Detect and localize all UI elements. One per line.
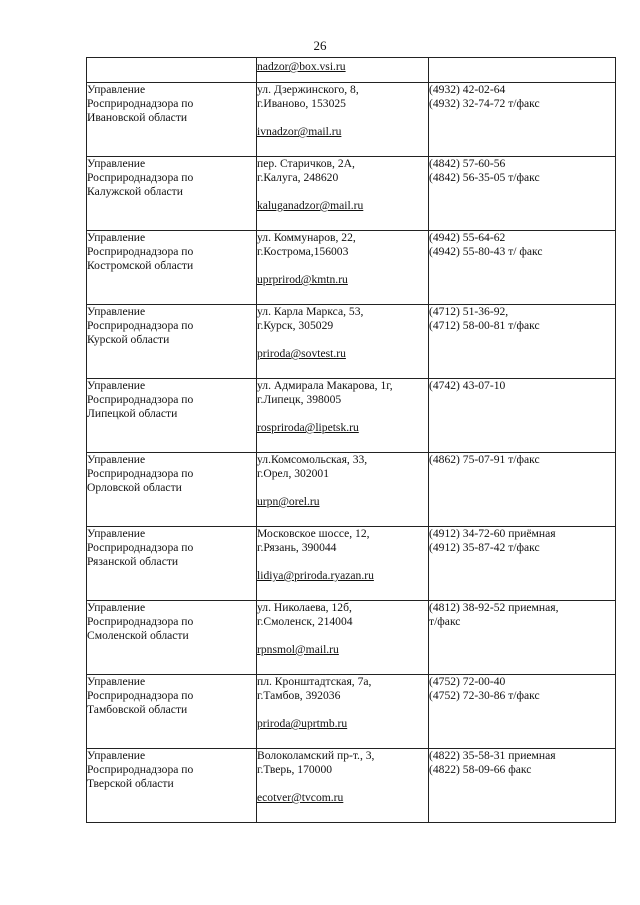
email-link[interactable]: priroda@uprtmb.ru <box>257 717 348 730</box>
org-name-line: Управление <box>87 157 146 170</box>
phone-line: (4862) 75-07-91 т/факс <box>429 453 540 466</box>
phone-line: (4842) 57-60-56 <box>429 157 506 170</box>
address-cell <box>257 83 429 157</box>
phone-line: (4822) 35-58-31 приемная <box>429 749 556 762</box>
phone-line: (4822) 58-09-66 факс <box>429 763 532 776</box>
address-line: пл. Кронштадтская, 7а, <box>257 675 372 688</box>
phone-line: (4932) 42-02-64 <box>429 83 506 96</box>
phone-line: (4842) 56-35-05 т/факс <box>429 171 540 184</box>
phone-cell <box>429 305 616 379</box>
address-line: ул. Адмирала Макарова, 1г, <box>257 379 393 392</box>
address-line: пер. Старичков, 2А, <box>257 157 355 170</box>
address-cell <box>257 749 429 823</box>
phone-line: (4712) 51-36-92, <box>429 305 509 318</box>
org-cell <box>87 675 257 749</box>
address-line: г.Орел, 302001 <box>257 467 330 480</box>
table-row <box>87 231 616 305</box>
org-cell <box>87 305 257 379</box>
table-row <box>87 453 616 527</box>
org-name-line: Росприроднадзора по <box>87 763 194 776</box>
org-name-line: Росприроднадзора по <box>87 171 194 184</box>
org-cell <box>87 157 257 231</box>
email-link[interactable]: priroda@sovtest.ru <box>257 347 346 360</box>
phone-cell <box>429 231 616 305</box>
email-link[interactable]: kaluganadzor@mail.ru <box>257 199 364 212</box>
address-line: Волоколамский пр-т., 3, <box>257 749 375 762</box>
org-name-line: Тамбовской области <box>87 703 188 716</box>
phone-cell <box>429 749 616 823</box>
contacts-table <box>86 57 616 823</box>
org-cell <box>87 231 257 305</box>
address-line: ул. Николаева, 12б, <box>257 601 352 614</box>
org-name-line: Смоленской области <box>87 629 189 642</box>
address-cell <box>257 58 429 83</box>
org-name-line: Росприроднадзора по <box>87 393 194 406</box>
address-line: ул.Комсомольская, 33, <box>257 453 368 466</box>
phone-line: (4912) 34-72-60 приёмная <box>429 527 556 540</box>
email-link[interactable]: urpn@orel.ru <box>257 495 320 508</box>
org-name-line: Управление <box>87 83 146 96</box>
phone-line: т/факс <box>429 615 461 628</box>
email-link[interactable]: ivnadzor@mail.ru <box>257 125 342 138</box>
address-cell <box>257 675 429 749</box>
table-row <box>87 157 616 231</box>
address-line: г.Липецк, 398005 <box>257 393 342 406</box>
address-line: г.Курск, 305029 <box>257 319 334 332</box>
table-row <box>87 601 616 675</box>
address-line: г.Кострома,156003 <box>257 245 349 258</box>
org-name-line: Костромской области <box>87 259 194 272</box>
email-link[interactable]: lidiya@priroda.ryazan.ru <box>257 569 374 582</box>
address-line: г.Иваново, 153025 <box>257 97 346 110</box>
phone-cell <box>429 453 616 527</box>
phone-line: (4942) 55-64-62 <box>429 231 506 244</box>
phone-line: (4932) 32-74-72 т/факс <box>429 97 540 110</box>
org-name-line: Управление <box>87 379 146 392</box>
org-name-line: Липецкой области <box>87 407 178 420</box>
table-row <box>87 305 616 379</box>
phone-line: (4812) 38-92-52 приемная, <box>429 601 559 614</box>
email-link[interactable]: nadzor@box.vsi.ru <box>257 60 346 73</box>
org-name-line: Орловской области <box>87 481 182 494</box>
address-line: г.Тамбов, 392036 <box>257 689 341 702</box>
phone-cell <box>429 83 616 157</box>
org-name-line: Калужской области <box>87 185 183 198</box>
table-row <box>87 749 616 823</box>
address-cell <box>257 157 429 231</box>
org-name-line: Росприроднадзора по <box>87 689 194 702</box>
org-cell <box>87 749 257 823</box>
org-name-line: Росприроднадзора по <box>87 467 194 480</box>
phone-cell <box>429 157 616 231</box>
org-name-line: Ивановской области <box>87 111 188 124</box>
org-name-line: Управление <box>87 749 146 762</box>
address-cell <box>257 379 429 453</box>
org-cell <box>87 527 257 601</box>
phone-line: (4752) 72-30-86 т/факс <box>429 689 540 702</box>
address-cell <box>257 453 429 527</box>
address-line: г.Тверь, 170000 <box>257 763 333 776</box>
phone-cell <box>429 58 616 83</box>
phone-cell <box>429 675 616 749</box>
table-row <box>87 58 616 83</box>
address-line: ул. Дзержинского, 8, <box>257 83 359 96</box>
phone-line: (4912) 35-87-42 т/факс <box>429 541 540 554</box>
org-name-line: Росприроднадзора по <box>87 541 194 554</box>
table-row <box>87 379 616 453</box>
email-link[interactable]: uprprirod@kmtn.ru <box>257 273 348 286</box>
phone-line: (4712) 58-00-81 т/факс <box>429 319 540 332</box>
address-cell <box>257 527 429 601</box>
org-name-line: Тверской области <box>87 777 174 790</box>
table-row <box>87 83 616 157</box>
org-name-line: Управление <box>87 231 146 244</box>
phone-line: (4742) 43-07-10 <box>429 379 506 392</box>
phone-cell <box>429 527 616 601</box>
org-name-line: Росприроднадзора по <box>87 319 194 332</box>
org-cell <box>87 58 257 83</box>
address-cell <box>257 231 429 305</box>
table-row <box>87 527 616 601</box>
org-name-line: Росприроднадзора по <box>87 245 194 258</box>
org-cell <box>87 83 257 157</box>
org-name-line: Управление <box>87 453 146 466</box>
email-link[interactable]: rpnsmol@mail.ru <box>257 643 339 656</box>
address-line: г.Смоленск, 214004 <box>257 615 353 628</box>
page-number: 26 <box>313 38 327 53</box>
org-name-line: Управление <box>87 601 146 614</box>
org-cell <box>87 379 257 453</box>
org-name-line: Управление <box>87 305 146 318</box>
org-name-line: Управление <box>87 527 146 540</box>
email-link[interactable]: ecotver@tvcom.ru <box>257 791 344 804</box>
email-link[interactable]: rospriroda@lipetsk.ru <box>257 421 359 434</box>
address-line: ул. Коммунаров, 22, <box>257 231 356 244</box>
address-line: г.Рязань, 390044 <box>257 541 337 554</box>
table-row <box>87 675 616 749</box>
address-line: ул. Карла Маркса, 53, <box>257 305 364 318</box>
address-cell <box>257 601 429 675</box>
org-name-line: Росприроднадзора по <box>87 97 194 110</box>
org-name-line: Рязанской области <box>87 555 179 568</box>
phone-line: (4942) 55-80-43 т/ факс <box>429 245 543 258</box>
phone-cell <box>429 601 616 675</box>
address-cell <box>257 305 429 379</box>
phone-cell <box>429 379 616 453</box>
org-name-line: Управление <box>87 675 146 688</box>
address-line: Московское шоссе, 12, <box>257 527 370 540</box>
org-name-line: Курской области <box>87 333 170 346</box>
org-name-line: Росприроднадзора по <box>87 615 194 628</box>
org-cell <box>87 453 257 527</box>
org-cell <box>87 601 257 675</box>
phone-line: (4752) 72-00-40 <box>429 675 506 688</box>
address-line: г.Калуга, 248620 <box>257 171 339 184</box>
